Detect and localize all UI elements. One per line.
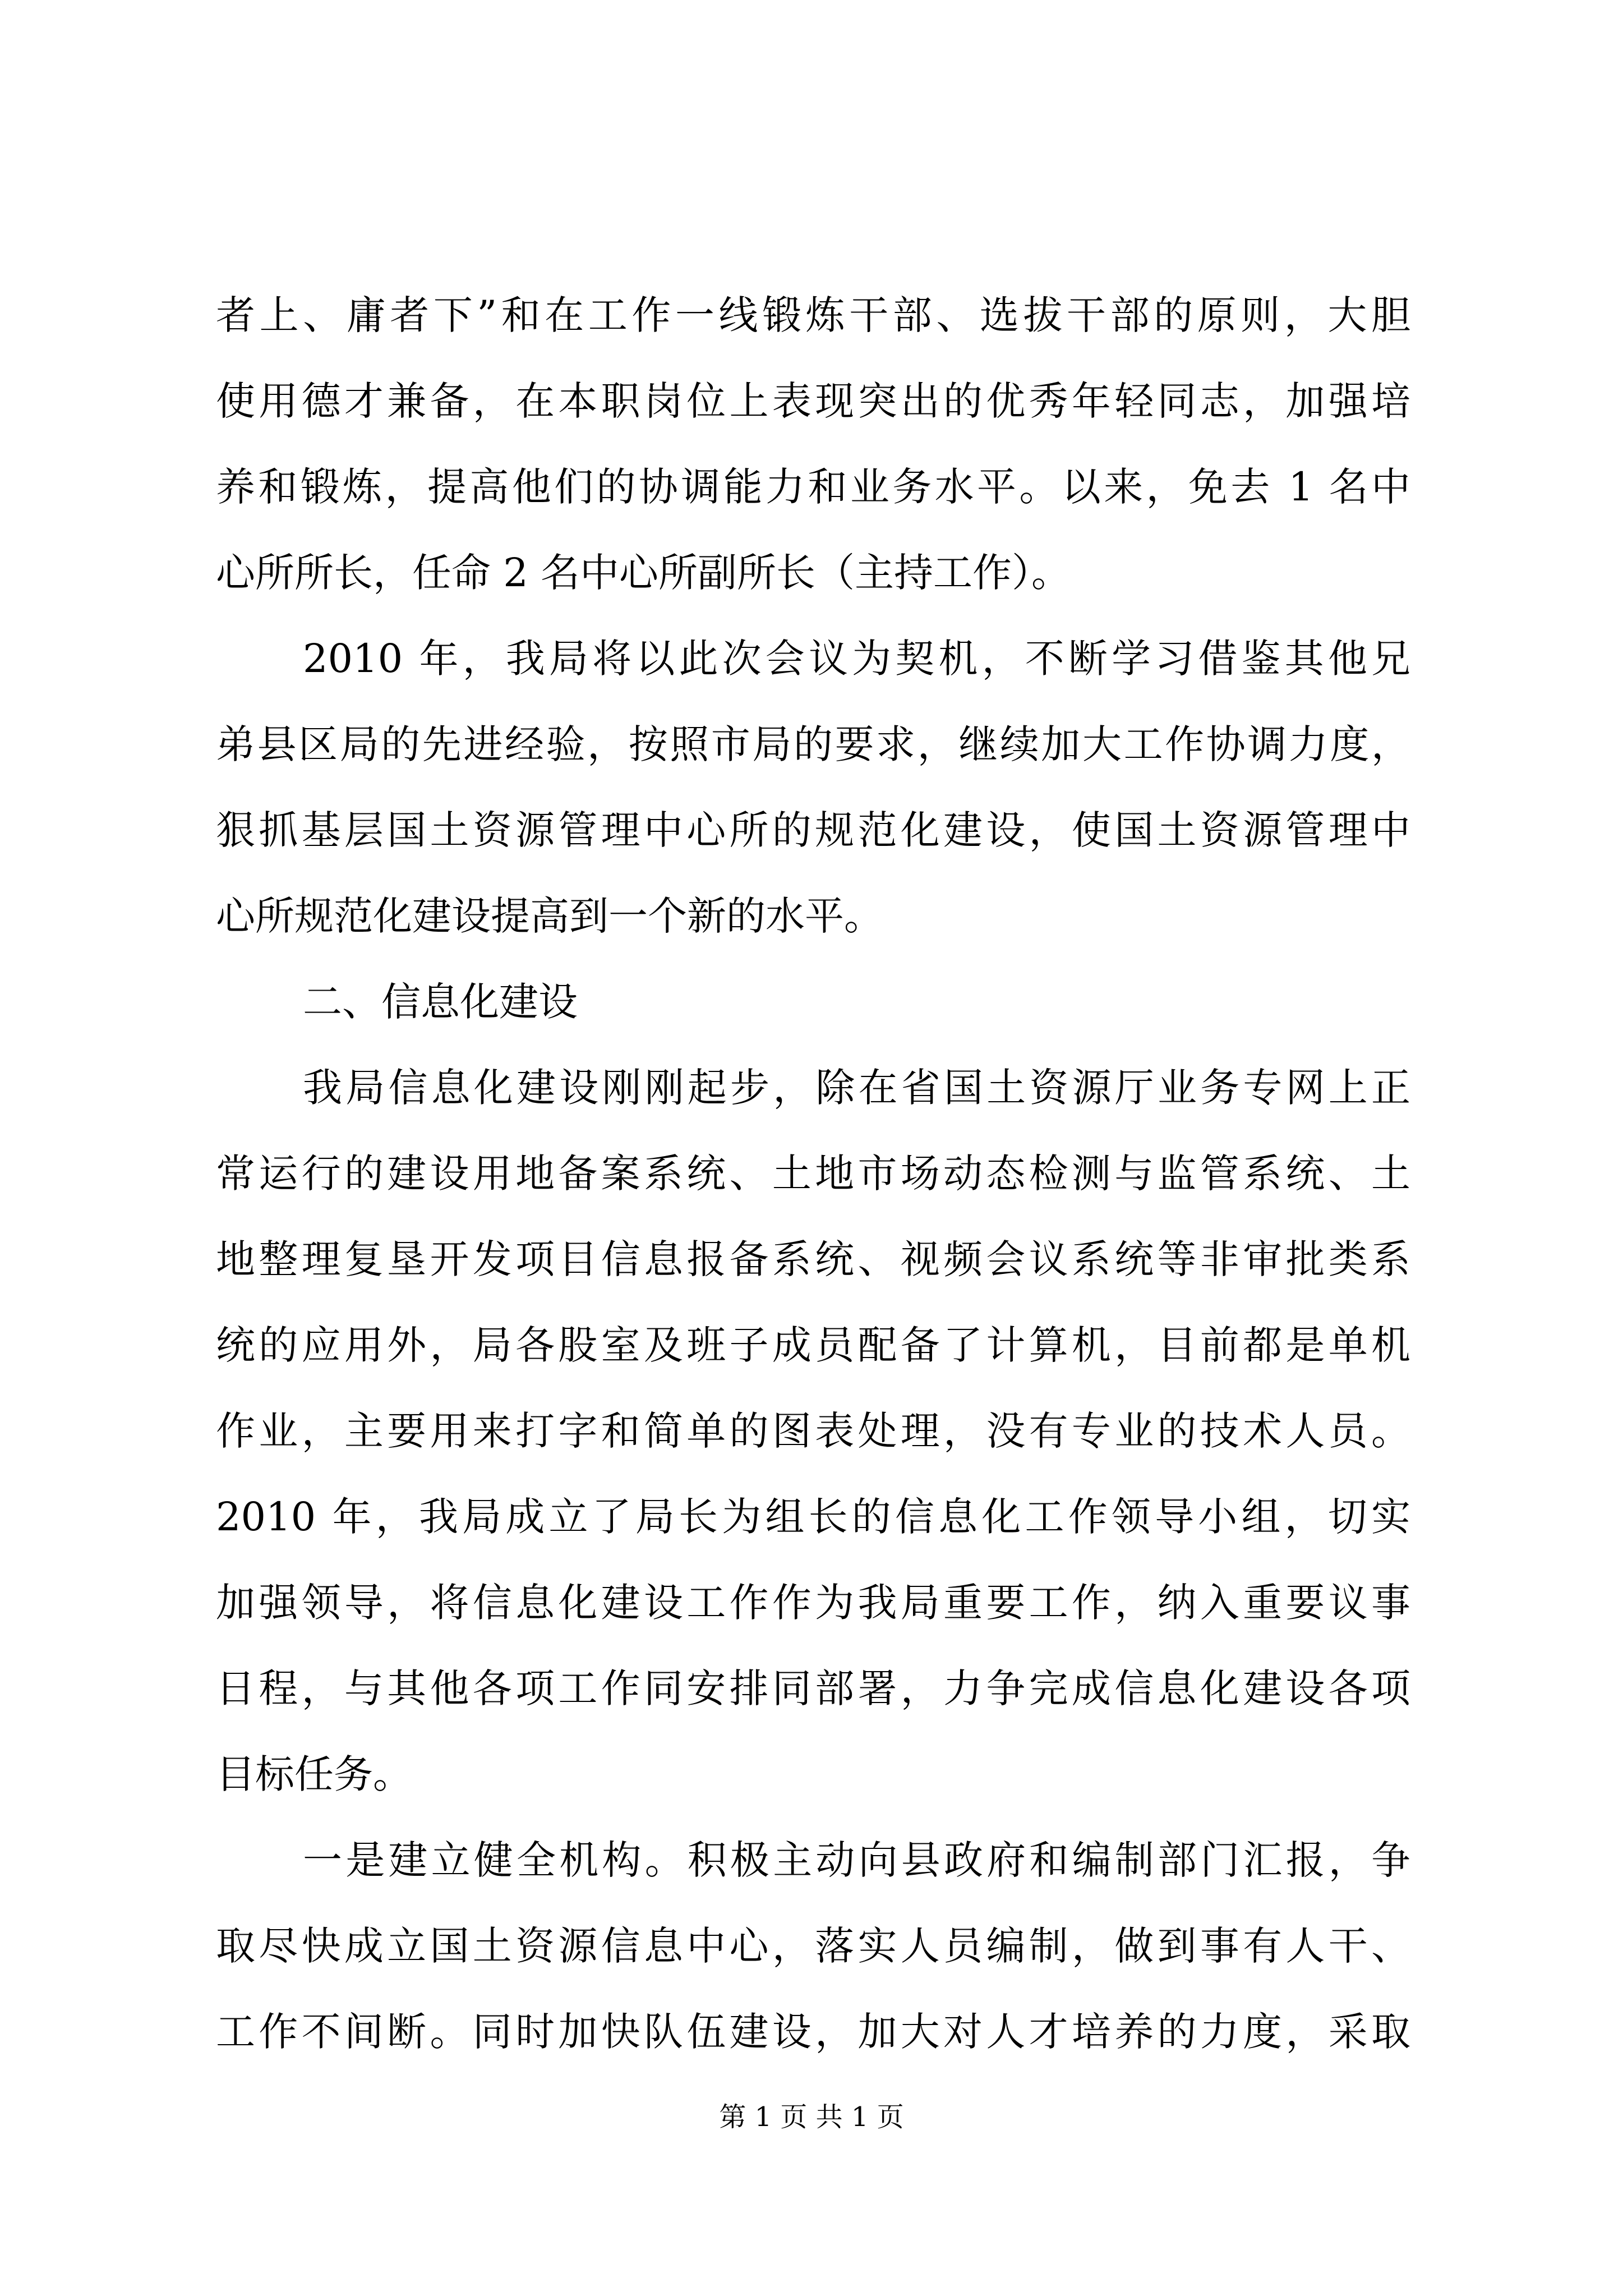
text-line-15: 2010 年，我局成立了局长为组长的信息化工作领导小组，切实 xyxy=(216,1494,1410,1540)
text-line-2: 使用德才兼备，在本职岗位上表现突出的优秀年轻同志，加强培 xyxy=(216,378,1410,424)
text-line-16: 加强领导，将信息化建设工作作为我局重要工作，纳入重要议事 xyxy=(216,1580,1410,1626)
text-line-4: 心所所长，任命 2 名中心所副所长（主持工作）。 xyxy=(216,550,1071,596)
text-line-13: 统的应用外，局各股室及班子成员配备了计算机，目前都是单机 xyxy=(216,1322,1410,1368)
text-line-3: 养和锻炼，提高他们的协调能力和业务水平。以来，免去 1 名中 xyxy=(216,464,1410,510)
text-line-5: 2010 年，我局将以此次会议为契机，不断学习借鉴其他兄 xyxy=(303,636,1410,682)
section-heading: 二、信息化建设 xyxy=(303,979,578,1025)
text-line-14: 作业，主要用来打字和简单的图表处理，没有专业的技术人员。 xyxy=(216,1408,1410,1454)
text-line-7: 狠抓基层国土资源管理中心所的规范化建设，使国土资源管理中 xyxy=(216,807,1410,853)
text-line-10: 我局信息化建设刚刚起步，除在省国土资源厅业务专网上正 xyxy=(303,1065,1410,1111)
text-line-19: 一是建立健全机构。积极主动向县政府和编制部门汇报，争 xyxy=(303,1837,1410,1883)
page-footer: 第 1 页 共 1 页 xyxy=(719,2101,904,2133)
text-line-11: 常运行的建设用地备案系统、土地市场动态检测与监管系统、土 xyxy=(216,1151,1410,1197)
text-line-12: 地整理复垦开发项目信息报备系统、视频会议系统等非审批类系 xyxy=(216,1236,1410,1282)
text-line-17: 日程，与其他各项工作同安排同部署，力争完成信息化建设各项 xyxy=(216,1665,1410,1711)
text-line-18: 目标任务。 xyxy=(216,1751,412,1797)
text-line-8: 心所规范化建设提高到一个新的水平。 xyxy=(216,893,883,939)
text-line-20: 取尽快成立国土资源信息中心，落实人员编制，做到事有人干、 xyxy=(216,1923,1410,1969)
text-line-21: 工作不间断。同时加快队伍建设，加大对人才培养的力度，采取 xyxy=(216,2009,1410,2055)
text-line-6: 弟县区局的先进经验，按照市局的要求，继续加大工作协调力度， xyxy=(216,721,1410,767)
text-line-1: 者上、庸者下”和在工作一线锻炼干部、选拔干部的原则，大胆 xyxy=(216,292,1410,338)
